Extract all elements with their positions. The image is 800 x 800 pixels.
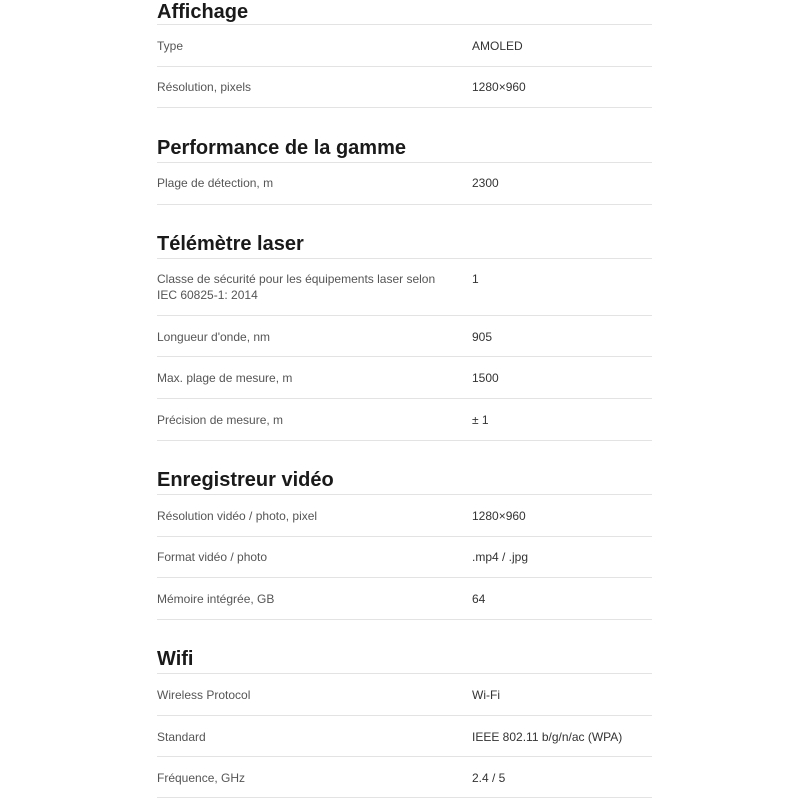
- spec-value-max-range: 1500: [472, 371, 499, 385]
- spec-label-detection-range: Plage de détection, m: [157, 176, 274, 190]
- section-title-video-recorder: Enregistreur vidéo: [157, 469, 334, 491]
- spec-value-type: AMOLED: [472, 39, 523, 53]
- spec-value-wavelength: 905: [472, 330, 493, 344]
- divider: [157, 494, 652, 495]
- spec-value-internal-memory: 64: [472, 592, 486, 606]
- section-title-rangefinder: Télémètre laser: [157, 233, 304, 255]
- divider: [157, 66, 652, 67]
- divider: [157, 536, 652, 537]
- divider: [157, 797, 652, 798]
- spec-label-wavelength: Longueur d'onde, nm: [157, 330, 271, 344]
- spec-label-wireless-protocol: Wireless Protocol: [157, 688, 251, 702]
- spec-label-internal-memory: Mémoire intégrée, GB: [157, 592, 275, 606]
- section-title-wifi: Wifi: [157, 648, 194, 670]
- spec-label-accuracy: Précision de mesure, m: [157, 413, 284, 427]
- spec-value-wireless-protocol: Wi-Fi: [472, 688, 500, 702]
- spec-value-detection-range: 2300: [472, 176, 499, 190]
- spec-value-resolution: 1280×960: [472, 80, 526, 94]
- spec-label-video-format: Format vidéo / photo: [157, 550, 268, 564]
- divider: [157, 619, 652, 620]
- spec-value-frequency: 2.4 / 5: [472, 771, 506, 785]
- divider: [157, 356, 652, 357]
- divider: [157, 756, 652, 757]
- divider: [157, 315, 652, 316]
- spec-label-resolution: Résolution, pixels: [157, 80, 252, 94]
- divider: [157, 673, 652, 674]
- spec-label-frequency: Fréquence, GHz: [157, 771, 246, 785]
- spec-value-video-format: .mp4 / .jpg: [472, 550, 529, 564]
- spec-label-standard: Standard: [157, 730, 206, 744]
- spec-label-max-range: Max. plage de mesure, m: [157, 371, 293, 385]
- spec-value-standard: IEEE 802.11 b/g/n/ac (WPA): [472, 730, 623, 744]
- spec-label-video-resolution: Résolution vidéo / photo, pixel: [157, 509, 318, 523]
- divider: [157, 107, 652, 108]
- divider: [157, 398, 652, 399]
- divider: [157, 162, 652, 163]
- section-title-affichage: Affichage: [157, 1, 249, 23]
- divider: [157, 577, 652, 578]
- divider: [157, 440, 652, 441]
- section-title-performance: Performance de la gamme: [157, 137, 406, 159]
- divider: [157, 258, 652, 259]
- spec-label-safety-class: Classe de sécurité pour les équipements laser selon IEC 60825-1: 2014: [157, 272, 436, 302]
- spec-value-safety-class: 1: [472, 272, 479, 286]
- spec-value-accuracy: ± 1: [472, 413, 489, 427]
- spec-label-type: Type: [157, 39, 184, 53]
- divider: [157, 204, 652, 205]
- divider: [157, 24, 652, 25]
- divider: [157, 715, 652, 716]
- spec-value-video-resolution: 1280×960: [472, 509, 526, 523]
